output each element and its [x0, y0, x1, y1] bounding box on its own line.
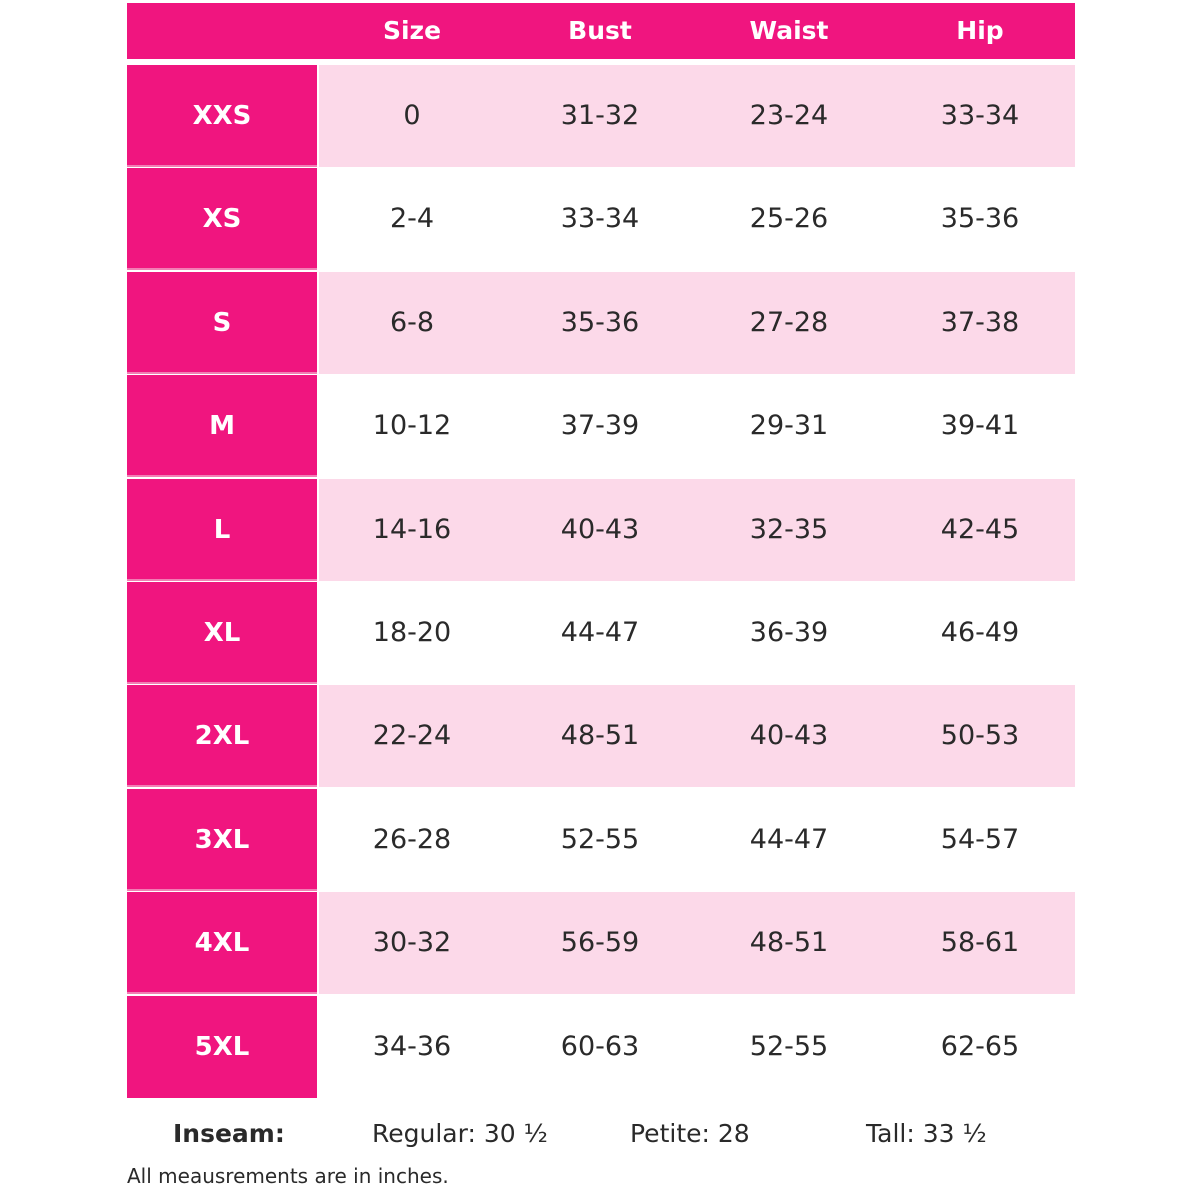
size-value: 18-20: [372, 617, 452, 648]
bust-value: 33-34: [560, 203, 640, 234]
size-label: 3XL: [127, 789, 317, 891]
size-label: L: [127, 479, 317, 581]
size-label: 2XL: [127, 685, 317, 787]
waist-value: 25-26: [749, 203, 829, 234]
size-label: XXS: [127, 65, 317, 167]
size-label: S: [127, 272, 317, 374]
size-label: 5XL: [127, 996, 317, 1098]
table-row: [127, 685, 1075, 787]
measurement-note: All meausrements are in inches.: [127, 1164, 449, 1188]
waist-value: 40-43: [749, 720, 829, 751]
size-value: 26-28: [372, 824, 452, 855]
hip-value: 46-49: [940, 617, 1020, 648]
hip-value: 54-57: [940, 824, 1020, 855]
size-label: M: [127, 375, 317, 477]
column-header-bust: Bust: [568, 16, 632, 45]
row-divider: [127, 475, 317, 477]
hip-value: 39-41: [940, 410, 1020, 441]
table-row: [127, 168, 1075, 270]
bust-value: 35-36: [560, 307, 640, 338]
bust-value: 56-59: [560, 927, 640, 958]
table-row: [127, 996, 1075, 1098]
waist-value: 48-51: [749, 927, 829, 958]
table-row: [127, 375, 1075, 477]
table-row: [127, 65, 1075, 167]
size-label: XS: [127, 168, 317, 270]
row-divider: [127, 579, 317, 581]
size-value: 10-12: [372, 410, 452, 441]
size-value: 6-8: [389, 307, 435, 338]
size-value: 30-32: [372, 927, 452, 958]
inseam-tall: Tall: 33 ½: [866, 1119, 987, 1148]
row-cells: [319, 996, 1075, 1098]
column-header-waist: Waist: [749, 16, 829, 45]
row-cells: [319, 582, 1075, 684]
size-value: 2-4: [389, 203, 435, 234]
size-label: 4XL: [127, 892, 317, 994]
row-divider: [127, 682, 317, 684]
size-value: 0: [403, 100, 421, 131]
hip-value: 42-45: [940, 514, 1020, 545]
size-label: XL: [127, 582, 317, 684]
table-row: [127, 892, 1075, 994]
row-divider: [127, 165, 317, 167]
table-row: [127, 789, 1075, 891]
column-header-size: Size: [382, 16, 442, 45]
table-header: [127, 3, 1075, 59]
bust-value: 52-55: [560, 824, 640, 855]
inseam-petite: Petite: 28: [630, 1119, 750, 1148]
size-value: 34-36: [372, 1031, 452, 1062]
hip-value: 37-38: [940, 307, 1020, 338]
waist-value: 27-28: [749, 307, 829, 338]
row-cells: [319, 685, 1075, 787]
bust-value: 48-51: [560, 720, 640, 751]
row-divider: [127, 372, 317, 374]
bust-value: 40-43: [560, 514, 640, 545]
row-cells: [319, 892, 1075, 994]
row-cells: [319, 375, 1075, 477]
table-row: [127, 272, 1075, 374]
row-cells: [319, 272, 1075, 374]
row-cells: [319, 479, 1075, 581]
row-cells: [319, 168, 1075, 270]
hip-value: 58-61: [940, 927, 1020, 958]
table-row: [127, 479, 1075, 581]
inseam-label: Inseam:: [173, 1119, 285, 1148]
bust-value: 44-47: [560, 617, 640, 648]
row-divider: [127, 268, 317, 270]
hip-value: 35-36: [940, 203, 1020, 234]
inseam-regular: Regular: 30 ½: [372, 1119, 548, 1148]
row-cells: [319, 65, 1075, 167]
column-header-hip: Hip: [956, 16, 1004, 45]
table-row: [127, 582, 1075, 684]
size-value: 14-16: [372, 514, 452, 545]
bust-value: 31-32: [560, 100, 640, 131]
waist-value: 52-55: [749, 1031, 829, 1062]
row-divider: [127, 785, 317, 787]
waist-value: 36-39: [749, 617, 829, 648]
waist-value: 23-24: [749, 100, 829, 131]
row-divider: [127, 889, 317, 891]
row-cells: [319, 789, 1075, 891]
hip-value: 33-34: [940, 100, 1020, 131]
waist-value: 29-31: [749, 410, 829, 441]
waist-value: 44-47: [749, 824, 829, 855]
bust-value: 37-39: [560, 410, 640, 441]
waist-value: 32-35: [749, 514, 829, 545]
size-value: 22-24: [372, 720, 452, 751]
hip-value: 62-65: [940, 1031, 1020, 1062]
bust-value: 60-63: [560, 1031, 640, 1062]
hip-value: 50-53: [940, 720, 1020, 751]
row-divider: [127, 992, 317, 994]
